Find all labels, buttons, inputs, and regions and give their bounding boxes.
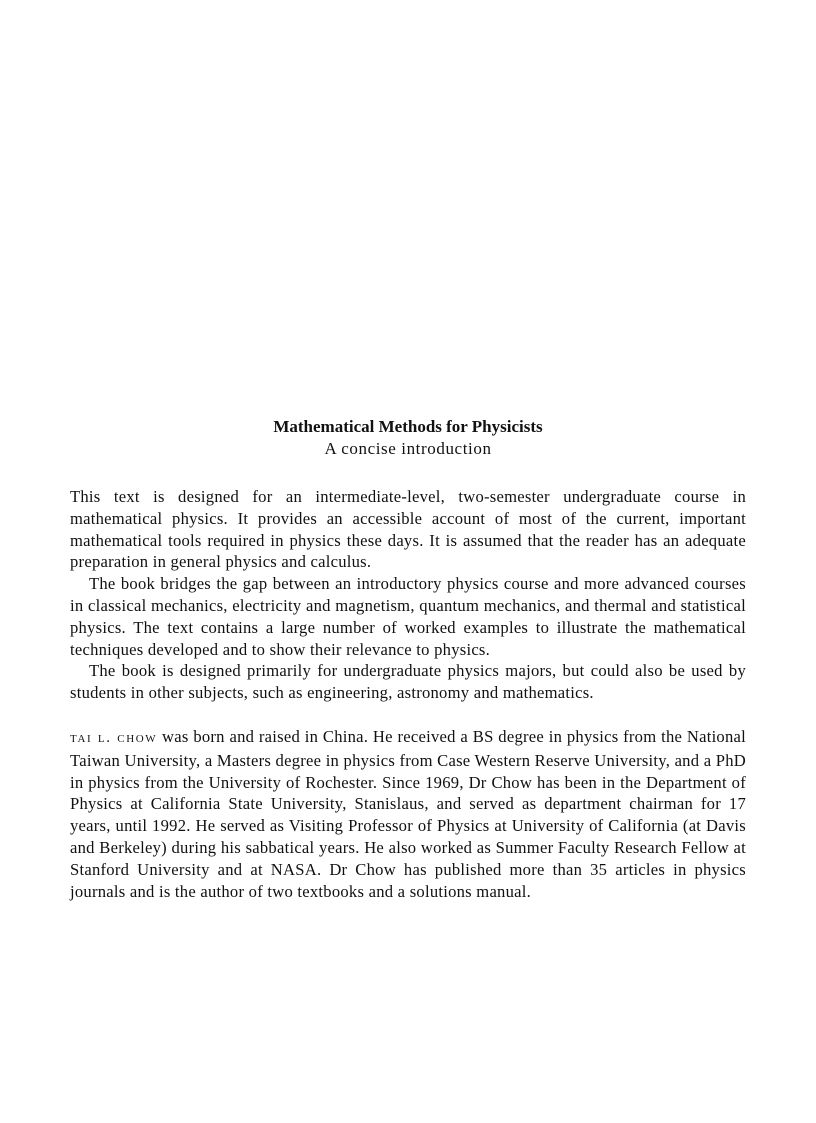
author-name: tai l. chow (70, 729, 158, 746)
description-paragraph: The book is designed primarily for undergraduate physics majors, but could also be used by students in other subjects, such as engineering, astronomy and mathematics. (70, 661, 746, 703)
book-title: Mathematical Methods for Physicists (273, 417, 543, 436)
title-block (70, 416, 746, 460)
description-paragraph: This text is designed for an intermediate-level, two-semester undergraduate course in mathematical physics. It provides an accessible account of most of the current, important mathematical tools required in physics these days. It is assumed that the reader has an adequate preparation in general physics and calculus. (70, 487, 746, 572)
description-paragraph: The book bridges the gap between an introductory physics course and more advanced courses in classical mechanics, electricity and magnetism, quantum mechanics, and thermal and statistical physics. The text contains a large number of worked examples to illustrate the mathematical techniques developed and to show their relevance to physics. (70, 574, 746, 659)
author-bio-text: was born and raised in China. He received a BS degree in physics from the National Taiwan University, a Masters degree in physics from Case Western Reserve University, and a PhD in physics from the University of Rochester. Since 1969, Dr Chow has been in the Department of Physics at California State University, Stanislaus, and served as department chairman for 17 years, until 1992. He served as Visiting Professor of Physics at University of California (at Davis and Berkeley) during his sabbatical years. He also worked as Summer Faculty Research Fellow at Stanford University and at NASA. Dr Chow has published more than 35 articles in physics journals and is the author of two textbooks and a solutions manual. (70, 726, 747, 901)
book-description (70, 486, 746, 704)
author-bio (70, 726, 746, 902)
book-subtitle: A concise introduction (324, 439, 492, 458)
page-content (70, 416, 746, 902)
author-bio-paragraph (70, 726, 746, 902)
